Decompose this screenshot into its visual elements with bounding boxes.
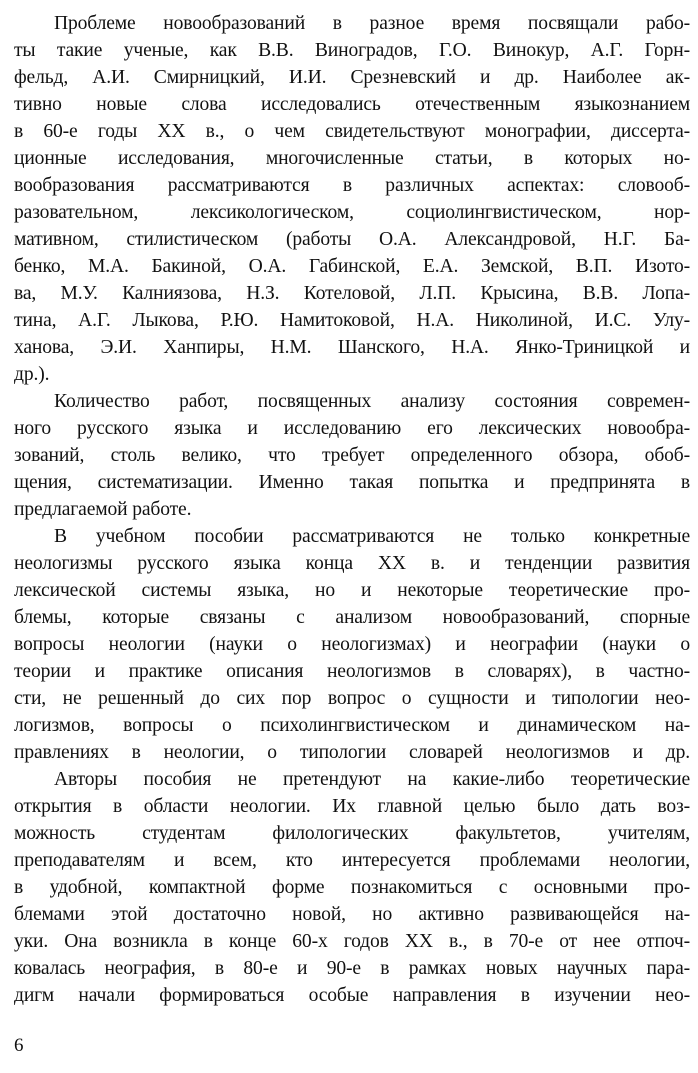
text-line: Авторы пособия не претендуют на какие-либо теоретические bbox=[54, 769, 690, 790]
text-line: ханова, Э.И. Ханпиры, Н.М. Шанского, Н.А. Янко-Триницкой и bbox=[14, 337, 690, 358]
body-text bbox=[14, 10, 690, 1009]
text-line: предлагаемой работе. bbox=[14, 499, 192, 520]
text-line: теории и практике описания неологизмов в словарях), в частно- bbox=[14, 661, 690, 682]
text-line: фельд, А.И. Смирницкий, И.И. Срезневский и др. Наиболее ак- bbox=[14, 67, 690, 88]
text-line: преподавателям и всем, кто интересуется проблемами неологии, bbox=[14, 850, 690, 871]
text-line: ного русского языка и исследованию его лексических новообра- bbox=[14, 418, 690, 439]
text-line: в удобной, компактной форме познакомиться с основными про- bbox=[14, 877, 690, 898]
text-line: можность студентам филологических факультетов, учителям, bbox=[14, 823, 690, 844]
text-line: блемы, которые связаны с анализом новообразований, спорные bbox=[14, 607, 690, 628]
text-line: бенко, М.А. Бакиной, О.А. Габинской, Е.А. Земской, В.П. Изото- bbox=[14, 256, 690, 277]
text-line: ковалась неография, в 80-е и 90-е в рамках новых научных пара- bbox=[14, 958, 690, 979]
text-line: др.). bbox=[14, 364, 50, 385]
text-line: блемами этой достаточно новой, но активно развивающейся на- bbox=[14, 904, 690, 925]
text-line: ты такие ученые, как В.В. Виноградов, Г.О. Винокур, А.Г. Горн- bbox=[14, 40, 690, 61]
text-line: лексической системы языка, но и некоторые теоретические про- bbox=[14, 580, 690, 601]
text-line: вопросы неологии (науки о неологизмах) и неографии (науки о bbox=[14, 634, 690, 655]
text-line: дигм начали формироваться особые направления в изучении нео- bbox=[14, 985, 690, 1006]
text-line: уки. Она возникла в конце 60-х годов XX в., в 70-е от нее отпоч- bbox=[14, 931, 690, 952]
text-line: Количество работ, посвященных анализу состояния современ- bbox=[54, 391, 690, 412]
text-line: ва, М.У. Калниязова, Н.З. Котеловой, Л.П. Крысина, В.В. Лопа- bbox=[14, 283, 690, 304]
text-line: сти, не решенный до сих пор вопрос о сущности и типологии нео- bbox=[14, 688, 690, 709]
text-line: тина, А.Г. Лыкова, Р.Ю. Намитоковой, Н.А. Николиной, И.С. Улу- bbox=[14, 310, 690, 331]
text-line: в 60-е годы XX в., о чем свидетельствуют монографии, диссерта- bbox=[14, 121, 690, 142]
text-line: разовательном, лексикологическом, социолингвистическом, нор- bbox=[14, 202, 690, 223]
text-line: Проблеме новообразований в разное время посвящали рабо- bbox=[54, 13, 690, 34]
text-line: правлениях в неологии, о типологии словарей неологизмов и др. bbox=[14, 742, 690, 763]
text-line: щения, систематизации. Именно такая попытка и предпринята в bbox=[14, 472, 690, 493]
text-line: открытия в области неологии. Их главной целью было дать воз- bbox=[14, 796, 690, 817]
text-line: В учебном пособии рассматриваются не только конкретные bbox=[54, 526, 690, 547]
text-line: зований, столь велико, что требует определенного обзора, обоб- bbox=[14, 445, 690, 466]
text-line: мативном, стилистическом (работы О.А. Александровой, Н.Г. Ба- bbox=[14, 229, 690, 250]
page-number: 6 bbox=[14, 1035, 24, 1056]
text-line: неологизмы русского языка конца XX в. и тенденции развития bbox=[14, 553, 690, 574]
text-line: тивно новые слова исследовались отечественным языкознанием bbox=[14, 94, 690, 115]
text-line: вообразования рассматриваются в различных аспектах: словооб- bbox=[14, 175, 690, 196]
text-line: логизмов, вопросы о психолингвистическом и динамическом на- bbox=[14, 715, 690, 736]
text-line: ционные исследования, многочисленные статьи, в которых но- bbox=[14, 148, 690, 169]
